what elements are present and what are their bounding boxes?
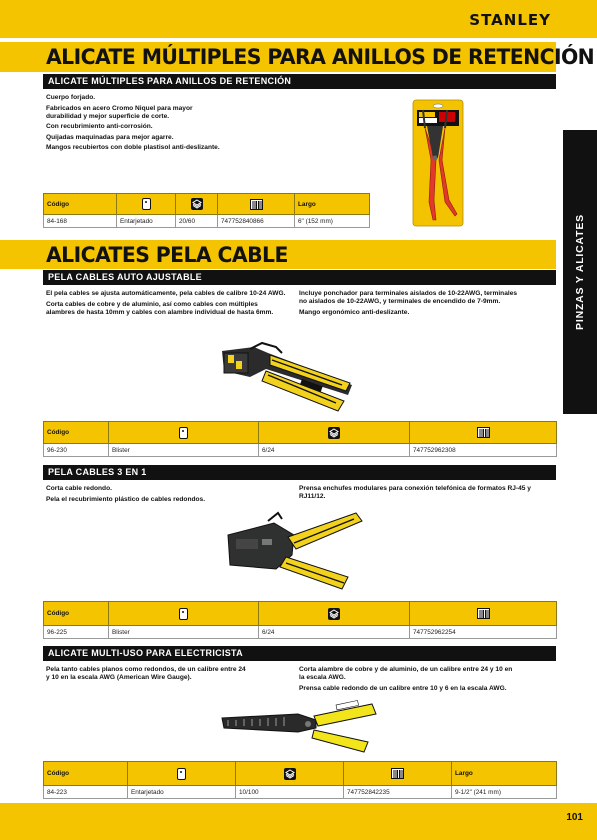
product-a-subtitle-bar [43,270,556,285]
table-row [44,626,557,639]
product-c-desc-left [46,666,246,685]
pack-cell: Entarjetado [117,215,176,228]
ean-cell: 747752840866 [218,215,295,228]
section1-subtitle: ALICATE MÚLTIPLES PARA ANILLOS DE RETENCIÓN [48,76,292,86]
codigo-cell: 84-223 [44,786,128,799]
barcode-icon [391,768,404,779]
ean-cell: 747752962254 [410,626,557,639]
codigo-cell: 96-230 [44,444,109,457]
pack-header [128,762,236,786]
package-icon [179,427,188,439]
codigo-cell: 96-225 [44,626,109,639]
product-c-desc-right [299,666,519,695]
pack-header [109,602,259,626]
product-a-desc-right [299,290,519,319]
desc-line: Prensa cable redondo de un calibre entre 10 y 6 en la escala AWG. [299,684,507,692]
ean-header [218,194,295,215]
product-c-subtitle: ALICATE MULTI-USO PARA ELECTRICISTA [48,648,243,658]
product-b-desc-right [299,485,559,504]
ean-cell: 747752842235 [344,786,452,799]
pack-cell: Blister [109,626,259,639]
codigo-cell: 84-168 [44,215,117,228]
feature-item: Mangos recubiertos con doble plastisol anti-deslizante. [46,144,220,151]
product-b-desc-left [46,485,286,506]
barcode-icon [477,427,490,438]
page-number: 101 [566,812,583,823]
codigo-header: Código [44,422,109,444]
section1-spec-table [43,193,370,228]
package-icon [177,768,186,780]
codigo-header: Código [44,602,109,626]
qty-cell: 10/100 [236,786,344,799]
ean-header [410,422,557,444]
box-quantity-icon [328,608,340,620]
desc-line: Incluye ponchador para terminales aislados de 10-22AWG, terminales no aislados de 10-22AWG, y terminales de encendido de 7-9mm. [299,290,518,305]
qty-header [236,762,344,786]
barcode-icon [250,199,263,210]
ean-header [344,762,452,786]
section2-title: ALICATES PELA CABLE [46,243,288,267]
box-quantity-icon [191,198,203,210]
qty-header [259,422,410,444]
package-icon [142,198,151,210]
qty-cell: 20/60 [176,215,218,228]
barcode-icon [477,608,490,619]
desc-line: El pela cables se ajusta automáticamente, pela cables de calibre 10-24 AWG. [46,290,286,297]
product-a-subtitle: PELA CABLES AUTO AJUSTABLE [48,272,202,282]
codigo-header: Código [44,762,128,786]
desc-line: Pela tanto cables planos como redondos, de un calibre entre 24 y 10 en la escala AWG (American Wire Gauge). [46,666,246,681]
qty-cell: 6/24 [259,444,410,457]
ean-cell: 747752962308 [410,444,557,457]
section1-subtitle-bar [43,74,556,89]
pack-cell: Entarjetado [128,786,236,799]
retaining-ring-pliers-image [405,98,475,230]
box-quantity-icon [284,768,296,780]
product-c-subtitle-bar [43,646,556,661]
pack-header [109,422,259,444]
box-quantity-icon [328,427,340,439]
product-c-spec-table [43,761,557,799]
largo-header: Largo [452,762,557,786]
product-b-subtitle: PELA CABLES 3 EN 1 [48,467,147,477]
qty-header [176,194,218,215]
section1-features [46,94,226,155]
table-row [44,215,370,228]
pack-cell: Blister [109,444,259,457]
table-row [44,444,557,457]
codigo-header: Código [44,194,117,215]
pack-header [117,194,176,215]
feature-item: Con recubrimiento anti-corrosión. [46,123,153,130]
table-row [44,786,557,799]
side-category-tab[interactable] [563,130,597,414]
qty-header [259,602,410,626]
desc-line: Mango ergonómico anti-deslizante. [299,308,410,316]
package-icon [179,608,188,620]
brand-logo: STANLEY [469,11,551,29]
feature-item: Cuerpo forjado. [46,94,96,101]
electrician-multi-pliers-image [218,698,380,756]
largo-cell: 6" (152 mm) [295,215,370,228]
qty-cell: 6/24 [259,626,410,639]
largo-cell: 9-1/2" (241 mm) [452,786,557,799]
product-a-spec-table [43,421,557,457]
product-b-subtitle-bar [43,465,556,480]
side-tab-label: PINZAS Y ALICATES [574,214,586,330]
3in1-wire-stripper-image [222,505,364,595]
feature-item: Quijadas maquinadas para mejor agarre. [46,133,174,141]
desc-line: Corta cables de cobre y de aluminio, así como cables con múltiples alambres de hasta 10mm y cables con alambre individual de hasta 6mm. [46,300,274,316]
feature-item: Fabricados en acero Cromo Niquel para mayor durabilidad y mejor superficie de corte. [46,104,193,120]
largo-header: Largo [295,194,370,215]
desc-line: Prensa enchufes modulares para conexión telefónica de formatos RJ-45 y RJ11/12. [299,485,531,500]
section1-title: ALICATE MÚLTIPLES PARA ANILLOS DE RETENCIÓN [46,45,595,69]
bottom-bar [0,803,597,840]
desc-line: Corta alambre de cobre y de aluminio, de un calibre entre 24 y 10 en la escala AWG. [299,666,513,681]
auto-wire-stripper-image [210,325,360,420]
product-b-spec-table [43,601,557,639]
desc-line: Corta cable redondo. [46,485,112,492]
ean-header [410,602,557,626]
desc-line: Pela el recubrimiento plástico de cables redondos. [46,495,206,503]
product-a-desc-left [46,290,286,319]
